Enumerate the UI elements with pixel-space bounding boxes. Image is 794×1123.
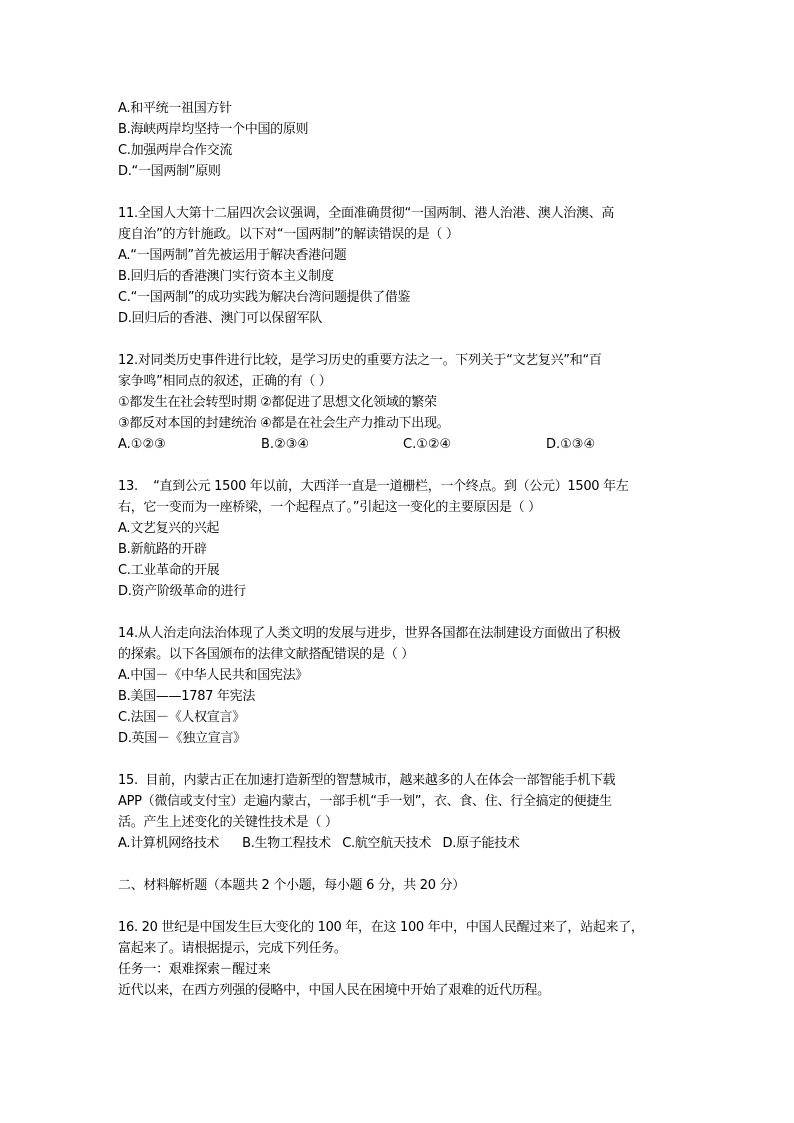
option-c: C.加强两岸合作交流 [118,143,233,158]
option-b: B.新航路的开辟 [118,542,207,557]
option-b: B.②③④ [261,437,310,452]
task-text: 近代以来，在西方列强的侵略中，中国人民在困境中开始了艰难的近代历程。 [118,983,550,998]
question-stem: 家争鸣”相同点的叙述，正确的有（ ） [118,374,332,389]
option-a: A.①②③ [118,437,166,452]
option-d: D.回归后的香港、澳门可以保留军队 [118,311,323,326]
option-a: A.文艺复兴的兴起 [118,521,220,536]
question-stem: 的探索。以下各国颁布的法律文献搭配错误的是（ ） [118,647,414,662]
option-a: A.“一国两制”首先被运用于解决香港问题 [118,248,347,263]
exam-page [118,98,684,1001]
question-stem: APP（微信或支付宝）走遍内蒙古，一部手机“手一划”，衣、食、住、行全搞定的便捷生 [118,794,612,809]
question-stem: 富起来了。请根据提示，完成下列任务。 [118,941,347,956]
statement-line: ①都发生在社会转型时期 ②都促进了思想文化领域的繁荣 [118,395,437,410]
option-d: D.①③④ [546,437,596,452]
question-stem: 15. 目前，内蒙古正在加速打造新型的智慧城市，越来越多的人在体会一部智能手机下载 [118,773,616,788]
question-stem: 右，它一变而为一座桥梁，一个起程点了。”引起这一变化的主要原因是（ ） [118,500,541,515]
question-stem: 16. 20 世纪是中国发生巨大变化的 100 年，在这 100 年中，中国人民醒过来了，站起来了， [118,920,644,935]
question-10-options [118,98,684,182]
option-b: B.海峡两岸均坚持一个中国的原则 [118,122,309,137]
question-12 [118,350,684,455]
option-b: B.美国——1787 年宪法 [118,689,256,704]
question-15 [118,770,684,854]
question-16 [118,917,684,1001]
option-d: D.“一国两制”原则 [118,164,221,179]
option-b: B.回归后的香港澳门实行资本主义制度 [118,269,334,284]
section-title: 二、材料解析题（本题共 2 个小题，每小题 6 分，共 20 分） [118,878,465,893]
question-stem: 11.全国人大第十二届四次会议强调，全面准确贯彻“一国两制、港人治港、澳人治澳、高 [118,206,615,221]
task-title: 任务一：艰难探索－醒过来 [118,962,271,977]
question-stem: 13. “直到公元 1500 年以前，大西洋一直是一道栅栏，一个终点。到（公元）1500 年左 [118,479,629,494]
question-stem: 12.对同类历史事件进行比较，是学习历史的重要方法之一。下列关于“文艺复兴”和“百 [118,353,602,368]
options-row [118,434,684,455]
option-d: D.英国－《独立宣言》 [118,731,246,746]
question-14 [118,623,684,749]
question-stem: 14.从人治走向法治体现了人类文明的发展与进步，世界各国都在法制建设方面做出了积极 [118,626,621,641]
option-c: C.法国－《人权宣言》 [118,710,245,725]
option-d: D.资产阶级革命的进行 [118,584,246,599]
option-a: A.和平统一祖国方针 [118,101,232,116]
question-11 [118,203,684,329]
option-c: C.①②④ [403,437,452,452]
question-13 [118,476,684,602]
question-stem: 度自治”的方针施政。以下对“一国两制”的解读错误的是（ ） [118,227,459,242]
option-c: C.“一国两制”的成功实践为解决台湾问题提供了借鉴 [118,290,411,305]
question-stem: 活。产生上述变化的关键性技术是（ ） [118,815,338,830]
option-c: C.工业革命的开展 [118,563,220,578]
options-row: A.计算机网络技术 B.生物工程技术 C.航空航天技术 D.原子能技术 [118,836,520,851]
option-a: A.中国－《中华人民共和国宪法》 [118,668,308,683]
statement-line: ③都反对本国的封建统治 ④都是在社会生产力推动下出现。 [118,416,450,431]
